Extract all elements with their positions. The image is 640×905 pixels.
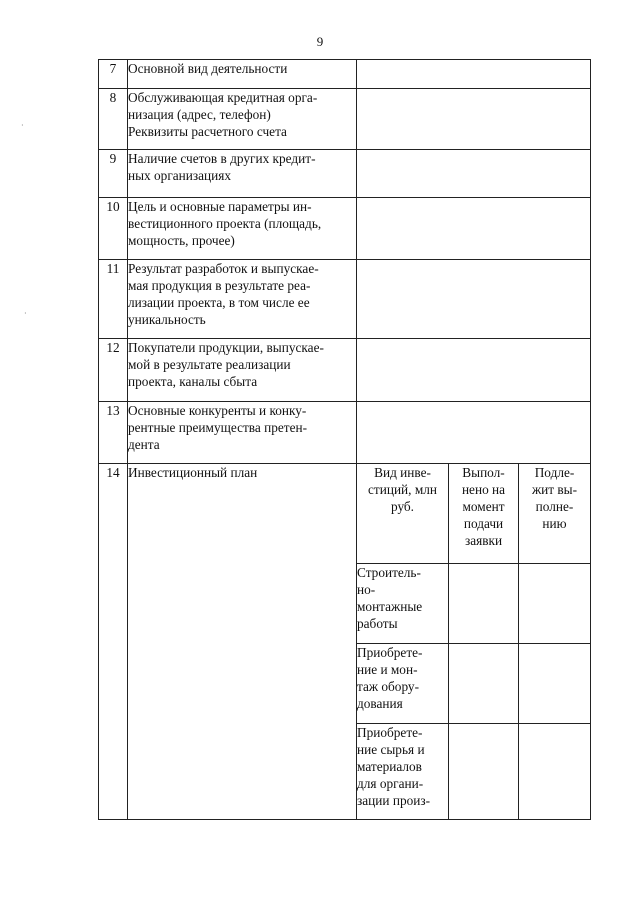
row-number: 13 — [99, 402, 128, 464]
table-row — [99, 260, 591, 339]
row-label: Результат разработок и выпускае- мая продукция в результате реа- лизации проекта, в том числе ее уникальность — [128, 260, 357, 339]
column-header-to-be-completed: Подле- жит вы- полне- нию — [519, 464, 591, 564]
table-row — [99, 198, 591, 260]
planned-value-cell[interactable] — [519, 644, 591, 724]
column-header-investment-type: Вид инве- стиций, млн руб. — [357, 464, 449, 564]
completed-value-cell[interactable] — [449, 564, 519, 644]
value-cell[interactable] — [357, 60, 591, 89]
row-label: Инвестиционный план — [128, 464, 357, 820]
row-label: Основные конкуренты и конку- рентные преимущества претен- дента — [128, 402, 357, 464]
row-label: Основной вид деятельности — [128, 60, 357, 89]
investment-plan-header-row — [99, 464, 591, 564]
row-number: 9 — [99, 150, 128, 198]
margin-mark: · — [21, 121, 24, 130]
row-number: 12 — [99, 339, 128, 402]
value-cell[interactable] — [357, 89, 591, 150]
value-cell[interactable] — [357, 260, 591, 339]
row-label: Обслуживающая кредитная орга- низация (адрес, телефон) Реквизиты расчетного счета — [128, 89, 357, 150]
column-header-completed: Выпол- нено на момент подачи заявки — [449, 464, 519, 564]
page-number: 9 — [316, 34, 324, 49]
completed-value-cell[interactable] — [449, 644, 519, 724]
planned-value-cell[interactable] — [519, 564, 591, 644]
application-form-table — [98, 59, 591, 820]
row-number: 11 — [99, 260, 128, 339]
row-number: 10 — [99, 198, 128, 260]
investment-item: Строитель- но- монтажные работы — [357, 564, 449, 644]
row-number: 7 — [99, 60, 128, 89]
investment-item: Приобрете- ние сырья и материалов для органи- зации произ- — [357, 724, 449, 820]
table-row — [99, 150, 591, 198]
table-row — [99, 89, 591, 150]
table-row — [99, 402, 591, 464]
row-number: 14 — [99, 464, 128, 820]
completed-value-cell[interactable] — [449, 724, 519, 820]
row-number: 8 — [99, 89, 128, 150]
margin-mark: · — [24, 309, 27, 318]
value-cell[interactable] — [357, 339, 591, 402]
row-label: Наличие счетов в других кредит- ных организациях — [128, 150, 357, 198]
value-cell[interactable] — [357, 402, 591, 464]
planned-value-cell[interactable] — [519, 724, 591, 820]
value-cell[interactable] — [357, 198, 591, 260]
investment-item: Приобрете- ние и мон- таж обору- дования — [357, 644, 449, 724]
value-cell[interactable] — [357, 150, 591, 198]
row-label: Цель и основные параметры ин- вестиционного проекта (площадь, мощность, прочее) — [128, 198, 357, 260]
row-label: Покупатели продукции, выпускае- мой в результате реализации проекта, каналы сбыта — [128, 339, 357, 402]
table-row — [99, 339, 591, 402]
table-row — [99, 60, 591, 89]
